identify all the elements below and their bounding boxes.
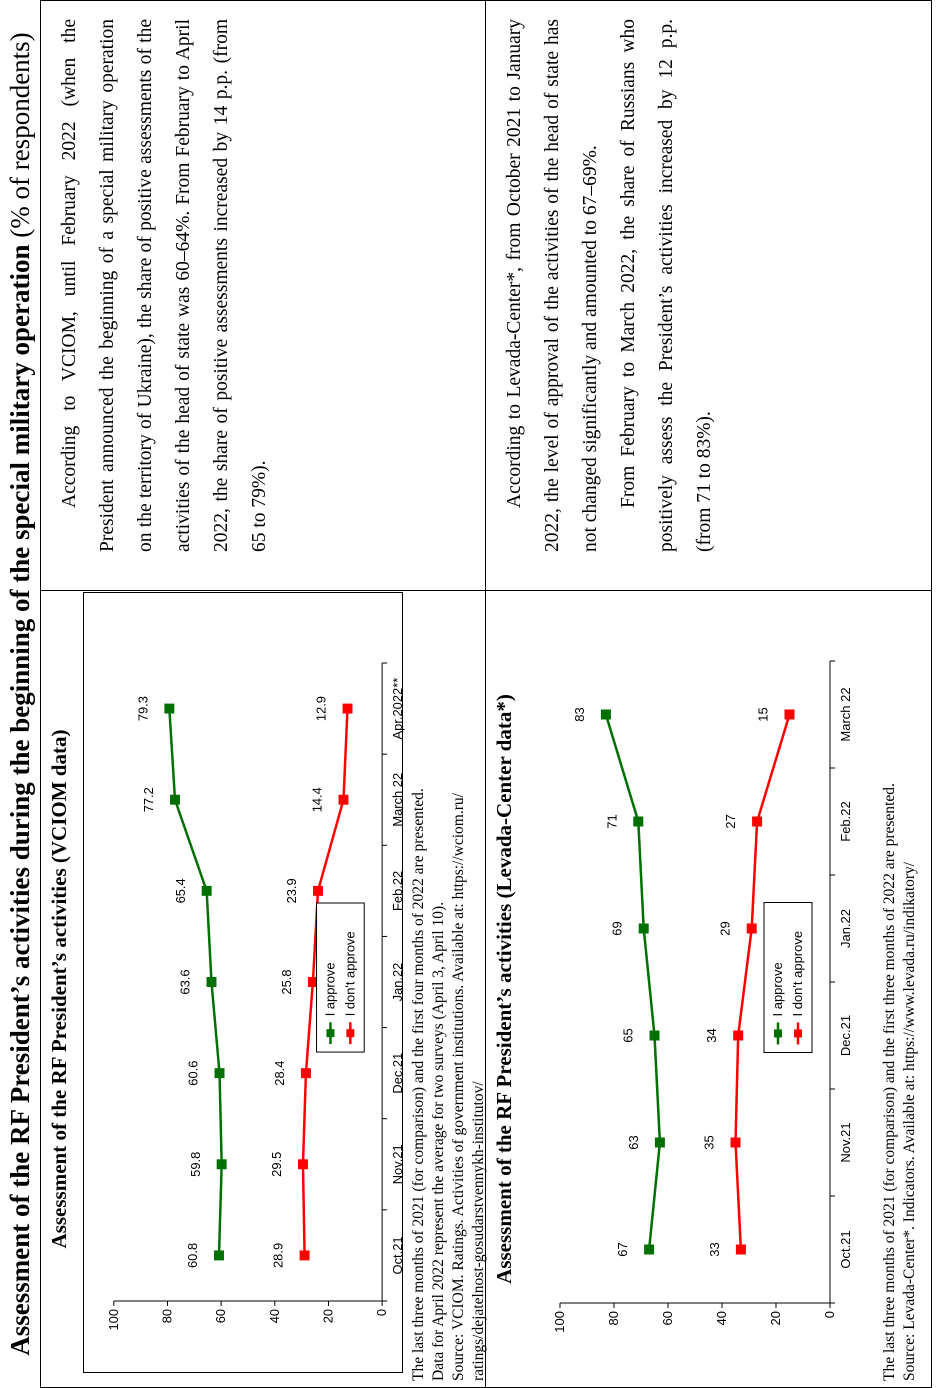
legend-label: I approve [322, 962, 338, 1017]
vciom-note-line: ratings/dejatelnost-gosudarstvennykh-institutov/ [470, 1081, 487, 1381]
vciom-paragraph: According to VCIOM, until February 2022 (when the President announced the beginning of a special military operation on the territory of Ukraine), the share of positive assessments of the activities of the head of state was 60–64%. From February to April 2022, the share of positive assessments increased by 14 p.p. (from 65 to 79%). [59, 19, 270, 552]
data-point [298, 1159, 308, 1169]
levada-chart [530, 592, 853, 1373]
levada-paragraph: According to Levada-Center*, from October 2021 to January 2022, the level of approval of the activities of the head of state has not changed significantly and amounted to 67–69%. [504, 19, 601, 552]
x-tick-label: Jan.22 [390, 962, 406, 1002]
data-point [313, 886, 323, 896]
vciom-chart-title: Assessment of the RF President’s activities (VCIOM data) [47, 729, 71, 1249]
data-label: 28.9 [270, 1242, 286, 1268]
data-point [214, 1250, 224, 1260]
data-label: 59.8 [187, 1151, 203, 1177]
data-label: 23.9 [284, 878, 300, 904]
data-point [655, 1138, 665, 1148]
y-tick-label: 100 [105, 1308, 121, 1331]
levada-chart-title: Assessment of the RF President’s activities (Levada-Center data*) [492, 694, 516, 1284]
data-point [164, 704, 174, 714]
vciom-chart [84, 593, 406, 1372]
data-label: 27 [723, 814, 739, 829]
vciom-chart-cell [41, 591, 486, 1388]
data-point [747, 924, 757, 934]
data-label: 35 [701, 1135, 717, 1150]
data-label: 60.6 [185, 1060, 201, 1086]
vciom-note-line: The last three months of 2021 (for comparison) and the first four months of 2022 are presented. [410, 788, 427, 1381]
y-tick-label: 20 [320, 1308, 336, 1324]
data-label: 65 [620, 1028, 636, 1043]
data-point [343, 704, 353, 714]
legend-label: I approve [770, 962, 785, 1017]
x-tick-label: March 22 [838, 687, 853, 742]
x-tick-label: Oct.21 [838, 1230, 853, 1269]
vciom-note-line: Source: VCIOM. Ratings. Activities of government institutions. Available at: https://wciom.ru/ [450, 793, 467, 1381]
x-tick-label: Dec.21 [390, 1052, 406, 1094]
x-tick-label: Jan.22 [838, 908, 853, 949]
layout-table [40, 0, 932, 1388]
data-label: 77.2 [141, 787, 157, 813]
levada-chart-frame [530, 592, 853, 1373]
x-tick-label: Feb.22 [390, 870, 406, 911]
x-tick-label: Nov.21 [390, 1144, 406, 1185]
data-label: 12.9 [313, 696, 329, 722]
legend-marker [326, 1029, 334, 1037]
y-tick-label: 0 [374, 1308, 390, 1317]
levada-text [486, 1, 734, 590]
data-point [752, 817, 762, 827]
legend-label: I don't approve [790, 930, 805, 1017]
x-tick-label: Dec.21 [838, 1014, 853, 1057]
data-point [731, 1138, 741, 1148]
x-tick-label: Nov.21 [838, 1122, 853, 1163]
vciom-chart-frame [83, 592, 406, 1373]
vciom-text [41, 1, 289, 590]
x-tick-label: Feb.22 [838, 801, 853, 842]
page-title [0, 0, 40, 1388]
levada-text-cell [486, 1, 932, 591]
data-label: 69 [609, 921, 625, 936]
data-label: 34 [704, 1028, 720, 1043]
levada-note-line: The last three months of 2021 (for comparison) and the first three months of 2022 are presented. [881, 783, 898, 1381]
data-point [217, 1159, 227, 1169]
levada-note [880, 601, 920, 1381]
x-tick-label: Oct.21 [390, 1236, 406, 1275]
data-point [650, 1031, 660, 1041]
vciom-note [409, 601, 489, 1381]
data-point [300, 1250, 310, 1260]
y-tick-label: 40 [266, 1308, 282, 1324]
vciom-text-cell [41, 1, 486, 591]
data-label: 63.6 [177, 969, 193, 995]
legend-label: I don't approve [342, 931, 358, 1017]
legend-marker [794, 1030, 802, 1038]
data-label: 25.8 [279, 969, 295, 995]
data-point [733, 1031, 743, 1041]
data-label: 65.4 [172, 878, 188, 904]
data-point [639, 924, 649, 934]
x-tick-label: March 22 [390, 772, 406, 827]
data-label: 67 [615, 1242, 631, 1257]
data-point [785, 710, 795, 720]
y-tick-label: 40 [714, 1311, 729, 1326]
data-label: 71 [604, 814, 620, 829]
data-point [601, 710, 611, 720]
levada-paragraph: From February to March 2022, the share of Russians who positively assess the President’s activities increased by 12 p.p. (from 71 to 83%). [618, 19, 715, 552]
page-title-unit: (% of respondents) [5, 32, 35, 238]
data-label: 60.8 [185, 1242, 201, 1268]
data-point [644, 1245, 654, 1255]
data-point [170, 795, 180, 805]
data-point [215, 1068, 225, 1078]
y-tick-label: 60 [213, 1308, 229, 1324]
data-label: 14.4 [309, 787, 325, 813]
data-point [736, 1245, 746, 1255]
data-label: 29 [717, 921, 733, 936]
y-tick-label: 0 [822, 1311, 837, 1319]
data-point [301, 1068, 311, 1078]
page-title-bold: Assessment of the RF President’s activities during the beginning of the special military operation [5, 244, 35, 1356]
data-point [202, 886, 212, 896]
series-line [606, 715, 660, 1250]
data-label: 28.4 [272, 1060, 288, 1086]
legend-marker [774, 1030, 782, 1038]
data-label: 83 [571, 707, 587, 722]
data-label: 29.5 [269, 1151, 285, 1177]
y-tick-label: 80 [159, 1308, 175, 1324]
y-tick-label: 20 [768, 1311, 783, 1326]
data-label: 79.3 [135, 696, 151, 722]
data-point [339, 795, 349, 805]
levada-chart-cell [486, 591, 932, 1388]
y-tick-label: 100 [552, 1311, 567, 1333]
vciom-note-line: Data for April 2022 represent the average for two surveys (April 3, April 10). [430, 901, 447, 1381]
data-label: 15 [755, 707, 771, 722]
x-tick-label: Apr.2022** [390, 677, 406, 740]
y-tick-label: 60 [660, 1311, 675, 1326]
data-point [633, 817, 643, 827]
data-label: 63 [625, 1135, 641, 1150]
y-tick-label: 80 [606, 1311, 621, 1326]
levada-note-line: Source: Levada-Center*. Indicators. Available at: https://www.levada.ru/indikatory/ [901, 861, 918, 1381]
legend-marker [346, 1029, 354, 1037]
data-point [207, 977, 217, 987]
data-label: 33 [706, 1242, 722, 1257]
